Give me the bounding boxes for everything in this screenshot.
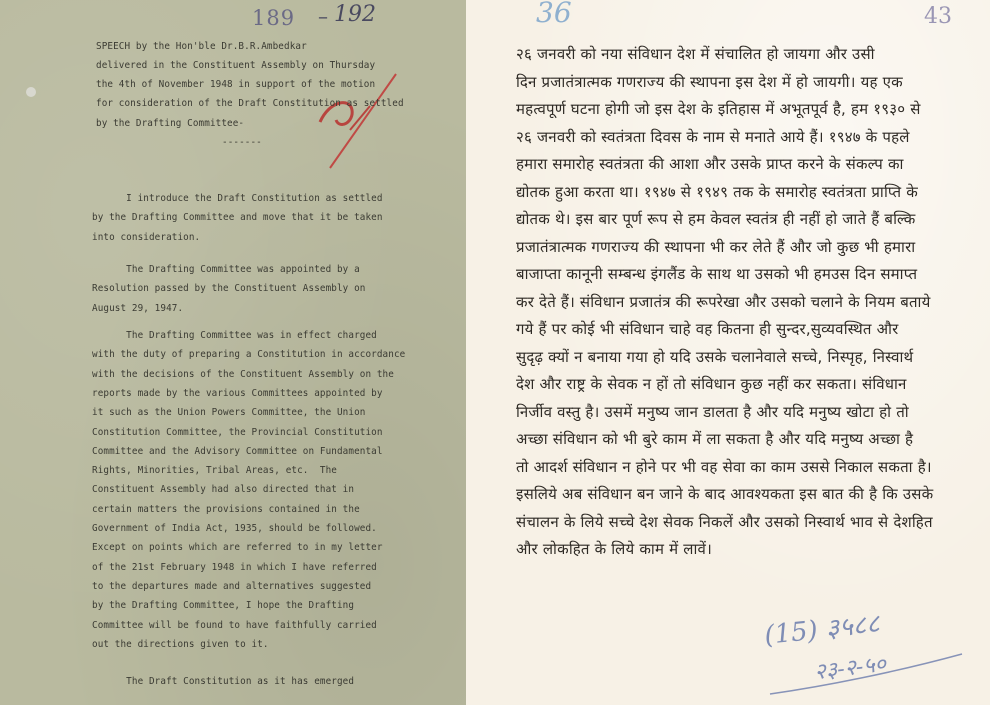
hindi-line: इसलिये अब संविधान बन जाने के बाद आवश्यकता इस बात की है कि उसके bbox=[516, 485, 934, 503]
hindi-line: प्रजातंत्रात्मक गणराज्य की स्थापना भी कर लेते हैं और जो कुछ भी हमारा bbox=[516, 237, 916, 256]
hindi-line: निर्जीव वस्तु है। उसमें मनुष्य जान डालता है और यदि मनुष्य खोटा हो तो bbox=[516, 402, 909, 421]
body-line: The Drafting Committee was in effect charged bbox=[92, 330, 377, 341]
body-line: Rights, Minorities, Tribal Areas, etc. The bbox=[92, 465, 337, 477]
hindi-line: दिन प्रजातंत्रात्मक गणराज्य की स्थापना इस देश में हो जायगी। यह एक bbox=[516, 72, 903, 91]
body-line: certain matters the provisions contained in the bbox=[92, 503, 360, 515]
body-line: reports made by the various Committees appointed by bbox=[92, 387, 383, 399]
title-line: delivered in the Constituent Assembly on Thursday bbox=[96, 60, 376, 71]
hindi-line: बाजाप्ता कानूनी सम्बन्ध इंगलैंड के साथ था उसको भी हमउस दिन समाप्त bbox=[516, 265, 918, 283]
body-line: into consideration. bbox=[92, 231, 201, 243]
page-number-blue: 36 bbox=[536, 0, 572, 29]
hindi-line: तो आदर्श संविधान न होने पर भी वह सेवा का काम उससे निकाल सकता है। bbox=[516, 457, 932, 476]
hindi-line: गये हैं पर कोई भी संविधान चाहे वह कितना ही सुन्दर,सुव्यवस्थित और bbox=[516, 320, 899, 338]
body-line: August 29, 1947. bbox=[92, 302, 184, 314]
body-line: Government of India Act, 1935, should be followed. bbox=[92, 523, 377, 534]
body-line: by the Drafting Committee, I hope the Drafting bbox=[92, 600, 355, 612]
body-line: I introduce the Draft Constitution as settled bbox=[92, 193, 383, 204]
body-line: out the directions given to it. bbox=[92, 638, 269, 650]
body-line: The Drafting Committee was appointed by a bbox=[92, 264, 360, 275]
hindi-line: २६ जनवरी को स्वतंत्रता दिवस के नाम से मनाते आये हैं। १९४७ के पहले bbox=[516, 127, 910, 146]
body-line: with the duty of preparing a Constitution in accordance bbox=[92, 349, 406, 361]
body-line: with the decisions of the Constituent Assembly on the bbox=[92, 368, 394, 380]
handwritten-date: २३-२-५० bbox=[812, 651, 888, 686]
hindi-line: द्योतक थे। इस बार पूर्ण रूप से हम केवल स्वतंत्र ही नहीं हो जाते हैं बल्कि bbox=[516, 210, 916, 228]
body-line: of the 21st February 1948 in which I have referred bbox=[92, 561, 377, 573]
body-line: it such as the Union Powers Committee, the Union bbox=[92, 407, 366, 419]
title-line: ------- bbox=[222, 137, 262, 148]
hindi-line: देश और राष्ट्र के सेवक न हों तो संविधान कुछ नहीं कर सकता। संविधान bbox=[516, 375, 907, 393]
title-line: the 4th of November 1948 in support of the motion bbox=[96, 79, 376, 90]
title-line: SPEECH by the Hon'ble Dr.B.R.Ambedkar bbox=[96, 41, 307, 52]
body-line: The Draft Constitution as it has emerged bbox=[92, 676, 355, 687]
body-line: by the Drafting Committee and move that it be taken bbox=[92, 212, 383, 224]
hindi-line: द्योतक हुआ करता था। १९४७ से १९४९ तक के समारोह स्वतंत्रता प्राप्ति के bbox=[516, 182, 918, 201]
title-line: for consideration of the Draft Constitution as settled bbox=[96, 98, 404, 109]
hindi-line: २६ जनवरी को नया संविधान देश में संचालित हो जायगा और उसी bbox=[516, 45, 875, 63]
handwritten-reference: (15) ३५८८ bbox=[762, 609, 882, 651]
body-line: Resolution passed by the Constituent Assembly on bbox=[92, 283, 366, 295]
hindi-line: और लोकहित के लिये काम में लावें। bbox=[516, 540, 712, 558]
page-number-pencil: 43 bbox=[924, 4, 952, 29]
dash-mark: – bbox=[318, 4, 328, 28]
body-line: Constitution Committee, the Provincial Constitution bbox=[92, 426, 383, 438]
typewritten-english-page bbox=[0, 0, 466, 705]
hindi-line: संचालन के लिये सच्चे देश सेवक निकलें और उसको निस्वार्थ भाव से देशहित bbox=[516, 512, 933, 531]
page-number-pencil: 189 bbox=[252, 6, 296, 30]
body-line: Constituent Assembly had also directed that in bbox=[92, 484, 355, 496]
hindi-line: महत्वपूर्ण घटना होगी जो इस देश के इतिहास में अभूतपूर्व है, हम १९३० से bbox=[516, 100, 921, 118]
hindi-line: हमारा समारोह स्वतंत्रता की आशा और उसके प्राप्त करने के संकल्प का bbox=[516, 155, 904, 173]
hindi-line: सुदृढ़ क्यों न बनाया गया हो यदि उसके चलानेवाले सच्चे, निस्पृह, निस्वार्थ bbox=[516, 347, 914, 366]
body-line: Committee and the Advisory Committee on Fundamental bbox=[92, 445, 383, 457]
page-number-ink: 192 bbox=[334, 2, 376, 27]
typewritten-hindi-page bbox=[466, 0, 990, 705]
signature-stroke bbox=[766, 650, 966, 700]
body-line: Committee will be found to have faithfully carried bbox=[92, 619, 377, 631]
title-line: by the Drafting Committee- bbox=[96, 118, 245, 129]
punch-hole bbox=[26, 87, 36, 97]
body-line: to the departures made and alternatives suggested bbox=[92, 580, 372, 592]
hindi-line: अच्छा संविधान को भी बुरे काम में ला सकता है और यदि मनुष्य अच्छा है bbox=[516, 430, 914, 448]
hindi-line: कर देते हैं। संविधान प्रजातंत्र की रूपरेखा और उसको चलाने के नियम बताये bbox=[516, 292, 931, 311]
body-line: Except on points which are referred to in my letter bbox=[92, 542, 383, 554]
